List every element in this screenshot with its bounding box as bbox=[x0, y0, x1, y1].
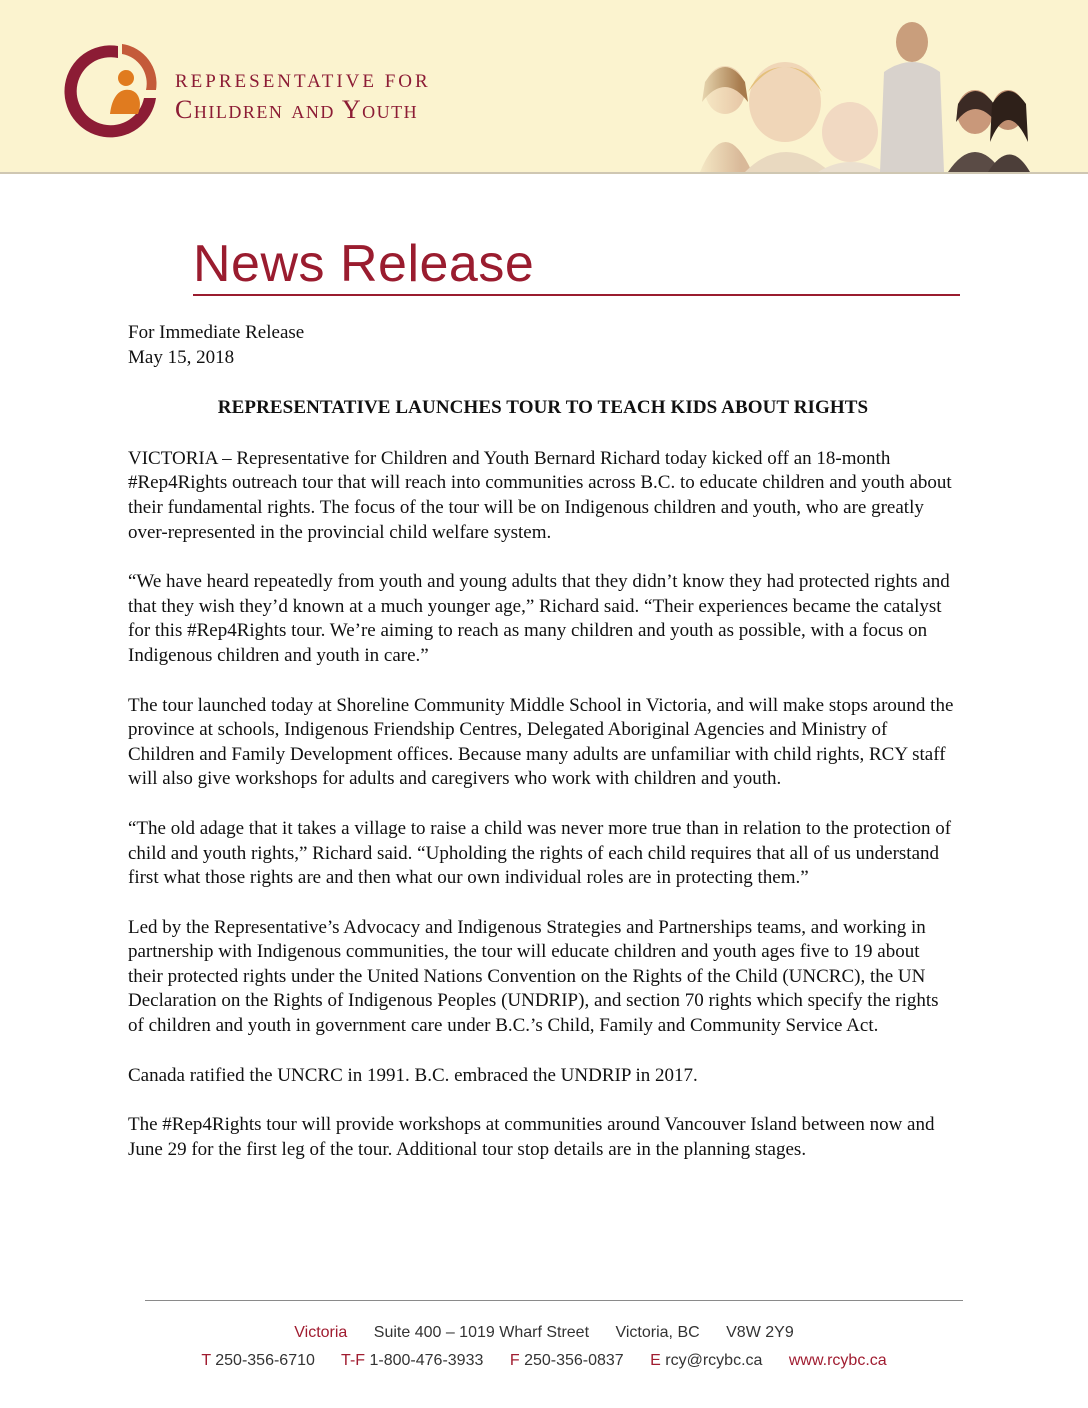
footer-city-label: Victoria bbox=[294, 1324, 348, 1341]
email-label: E bbox=[650, 1352, 661, 1369]
release-body bbox=[128, 321, 958, 1187]
footer-city: Victoria, BC bbox=[615, 1324, 700, 1341]
paragraph: VICTORIA – Representative for Children and Youth Bernard Richard today kicked off an 18-month #Rep4Rights outreach tour that will reach into communities across B.C. to educate children and youth about their fundamental rights. The focus of the tour will be on Indigenous children and youth, who are greatly over-represented in the provincial child welfare system. bbox=[128, 447, 952, 543]
rcy-logo-icon bbox=[60, 38, 160, 142]
paragraph: Canada ratified the UNCRC in 1991. B.C. embraced the UNDRIP in 2017. bbox=[128, 1064, 698, 1086]
children-photo-collage-icon bbox=[690, 12, 1030, 172]
footer-divider bbox=[145, 1300, 963, 1301]
website-link[interactable]: www.rcybc.ca bbox=[788, 1352, 887, 1369]
headline: REPRESENTATIVE LAUNCHES TOUR TO TEACH KIDS ABOUT RIGHTS bbox=[217, 397, 869, 419]
footer-street: Suite 400 – 1019 Wharf Street bbox=[373, 1324, 590, 1341]
release-meta bbox=[128, 321, 958, 370]
tollfree-label: T-F bbox=[341, 1352, 366, 1369]
page-title: News Release bbox=[193, 235, 535, 293]
email-link[interactable]: rcy@rcybc.ca bbox=[665, 1352, 763, 1369]
organization-name bbox=[175, 70, 431, 126]
paragraph: “We have heard repeatedly from youth and young adults that they didn’t know they had protected rights and that they wish they’d known at a much younger age,” Richard said. “Their experiences became the catalyst for this #Rep4Rights tour. We’re aiming to reach as many children and youth as possible, with a focus on Indigenous children and youth in care.” bbox=[128, 571, 950, 666]
org-line-1: REPRESENTATIVE FOR bbox=[175, 71, 431, 92]
tollfree-number: 1-800-476-3933 bbox=[369, 1352, 484, 1369]
org-line-2: Children and Youth bbox=[175, 95, 419, 124]
paragraph: The tour launched today at Shoreline Community Middle School in Victoria, and will make stops around the province at schools, Indigenous Friendship Centres, Delegated Aboriginal Agencies and Ministry of Children and Family Development offices. Because many adults are unfamiliar with child rights, RCY staff will also give workshops for adults and caregivers who work with children and youth. bbox=[128, 694, 954, 790]
letterhead bbox=[0, 0, 1088, 174]
footer-address bbox=[0, 1324, 1088, 1342]
phone-label: T bbox=[201, 1352, 211, 1369]
footer-postal: V8W 2Y9 bbox=[726, 1324, 794, 1341]
phone-number: 250-356-6710 bbox=[215, 1352, 315, 1369]
paragraph: “The old adage that it takes a village to raise a child was never more true than in relation to the protection of child and youth rights,” Richard said. “Upholding the rights of each child requires that all of us understand first what those rights are and then what our own individual roles are in protecting them.” bbox=[128, 817, 952, 889]
paragraph: The #Rep4Rights tour will provide workshops at communities around Vancouver Island between now and June 29 for the first leg of the tour. Additional tour stop details are in the planning stages. bbox=[128, 1114, 935, 1160]
fax-number: 250-356-0837 bbox=[524, 1352, 624, 1369]
paragraph: Led by the Representative’s Advocacy and Indigenous Strategies and Partnerships teams, and working in partnership with Indigenous communities, the tour will educate children and youth ages five to 19 about their protected rights under the United Nations Convention on the Rights of the Child (UNCRC), the UN Declaration on the Rights of Indigenous Peoples (UNDRIP), and section 70 rights which specify the rights of children and youth in government care under B.C.’s Child, Family and Community Service Act. bbox=[128, 916, 939, 1037]
release-date: May 15, 2018 bbox=[128, 346, 235, 368]
title-divider bbox=[193, 294, 960, 296]
fax-label: F bbox=[509, 1352, 520, 1369]
footer-contact bbox=[0, 1352, 1088, 1370]
release-type: For Immediate Release bbox=[128, 322, 305, 343]
